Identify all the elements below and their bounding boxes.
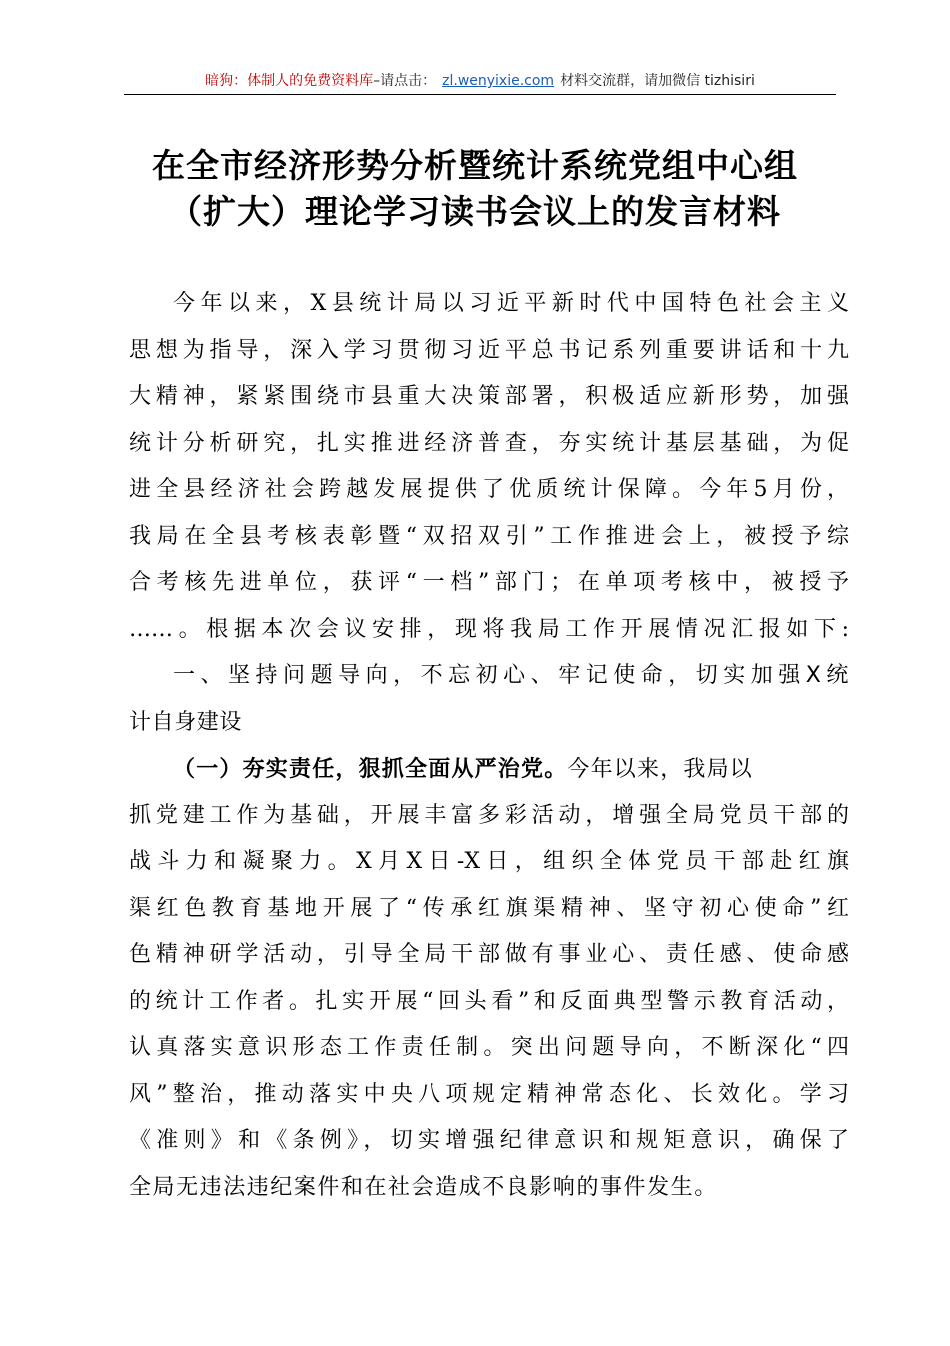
header-site-name: 暗狗：体制人的免费资料库 [205, 73, 374, 89]
header-click-prompt: –请点击： [373, 73, 437, 89]
page-header [124, 68, 836, 95]
paragraph-line: 我局在全县考核表彰暨“双招双引”工作推进会上，被授予综 [129, 524, 849, 549]
subsection-line [173, 750, 849, 788]
paragraph-line: 风”整治，推动落实中央八项规定精神常态化、长效化。学习 [129, 1082, 849, 1107]
document-title-line-2: （扩大）理论学习读书会议上的发言材料 [169, 192, 781, 231]
subsection-heading: （一）夯实责任，狠抓全面从严治党。 [173, 756, 568, 782]
paragraph-line: 大精神，紧紧围绕市县重大决策部署，积极适应新形势，加强 [129, 384, 849, 409]
paragraph-line: 今年以来，X县统计局以习近平新时代中国特色社会主义 [173, 291, 849, 316]
paragraph-line: 渠红色教育基地开展了“传承红旗渠精神、坚守初心使命”红 [129, 896, 849, 921]
paragraph-line: 认真落实意识形态工作责任制。突出问题导向，不断深化“四 [129, 1035, 849, 1060]
header-wechat-note: 材料交流群，请加微信 tizhisiri [560, 73, 755, 89]
paragraph-line: 《准则》和《条例》，切实增强纪律意识和规矩意识，确保了 [129, 1128, 849, 1153]
header-link[interactable]: zl.wenyixie.com [442, 73, 555, 89]
section-heading: 一、坚持问题导向，不忘初心、牢记使命，切实加强X统 [173, 663, 849, 688]
paragraph-line: 统计分析研究，扎实推进经济普查，夯实统计基层基础，为促 [129, 431, 849, 456]
paragraph-line: 战斗力和凝聚力。X月X日-X日，组织全体党员干部赴红旗 [129, 849, 849, 874]
paragraph-line: 进全县经济社会跨越发展提供了优质统计保障。今年5月份， [129, 477, 849, 502]
paragraph-line: 全局无违法违纪案件和在社会造成不良影响的事件发生。 [129, 1175, 718, 1200]
subsection-lead-text: 今年以来，我局以 [567, 757, 754, 782]
paragraph-line: ……。根据本次会议安排，现将我局工作开展情况汇报如下: [129, 617, 849, 642]
document-title-line-1: 在全市经济形势分析暨统计系统党组中心组 [152, 146, 798, 185]
paragraph-line: 思想为指导，深入学习贯彻习近平总书记系列重要讲话和十九 [129, 338, 849, 363]
paragraph-line: 合考核先进单位，获评“一档”部门；在单项考核中，被授予 [129, 570, 849, 595]
paragraph-line: 的统计工作者。扎实开展“回头看”和反面典型警示教育活动， [129, 989, 849, 1014]
paragraph-line: 色精神研学活动，引导全局干部做有事业心、责任感、使命感 [129, 942, 849, 967]
paragraph-line: 抓党建工作为基础，开展丰富多彩活动，增强全局党员干部的 [129, 803, 849, 828]
section-heading-cont: 计自身建设 [129, 710, 243, 735]
